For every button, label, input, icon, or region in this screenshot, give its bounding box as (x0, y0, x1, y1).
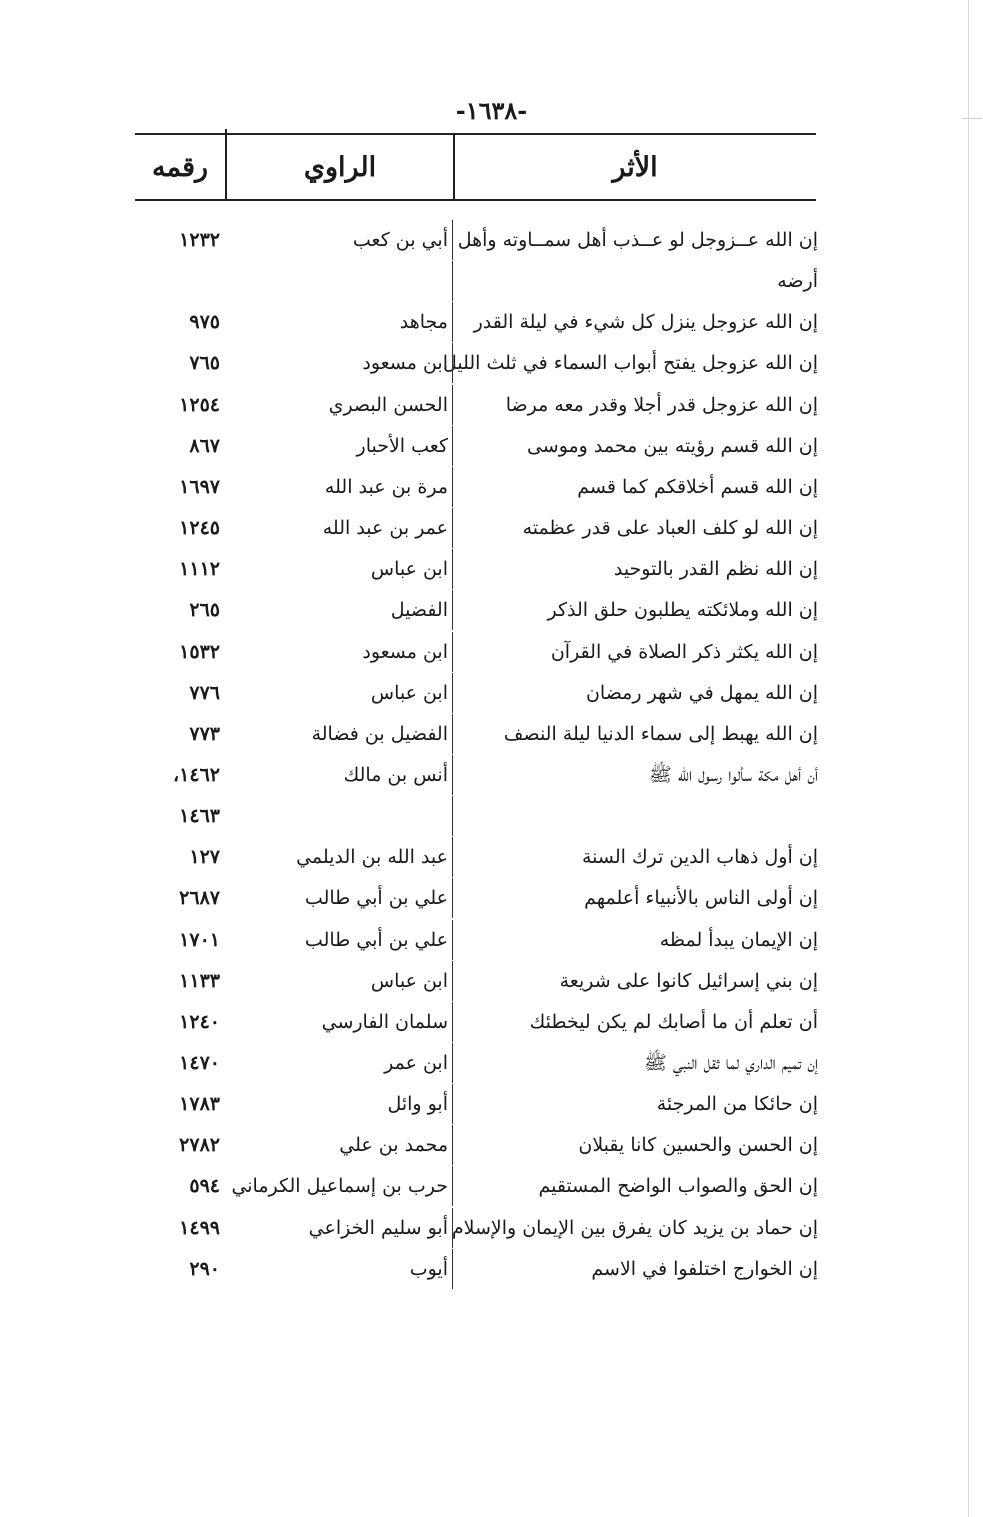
column-header-rawi: الراوي (303, 152, 377, 183)
athar-cell: إن الله قسم أخلاقكم كما قسم (577, 475, 818, 498)
athar-cell: إن الله لو كلف العباد على قدر عظمته (522, 517, 818, 540)
table-row (0, 220, 983, 260)
rawi-cell: كعب الأحبار (226, 426, 453, 466)
table-row (0, 508, 983, 548)
rawi-cell: علي بن أبي طالب (226, 878, 453, 918)
raqm-cell: ١٢٤٠ (179, 1010, 220, 1033)
rawi-cell (226, 796, 453, 836)
table-top-rule (135, 133, 816, 135)
column-header-raqm: رقمه (151, 152, 209, 183)
rawi-cell (226, 261, 453, 301)
table-row (0, 673, 983, 713)
raqm-cell: ٧٧٦ (189, 681, 220, 704)
rawi-cell: ابن عباس (226, 673, 453, 713)
raqm-cell: ١٤٦٣ (179, 805, 220, 828)
athar-cell: إن تميم الداري لما ثقل النبي ﷺ (643, 1052, 818, 1074)
raqm-cell: ١٢٤٥ (179, 517, 220, 540)
rawi-cell: ابن عمر (226, 1043, 453, 1083)
table-row (0, 385, 983, 425)
raqm-cell: ١٧٠١ (179, 928, 220, 951)
column-header-athar: الأثر (612, 152, 658, 183)
raqm-cell: ٩٧٥ (189, 311, 220, 334)
athar-cell: إن الحسن والحسين كانا يقبلان (578, 1134, 818, 1157)
table-row (0, 1084, 983, 1124)
athar-cell: إن الخوارج اختلفوا في الاسم (591, 1257, 818, 1280)
rawi-cell: ابن عباس (226, 961, 453, 1001)
raqm-cell: ١٧٨٣ (179, 1093, 220, 1116)
athar-cell: إن الحق والصواب الواضح المستقيم (538, 1175, 818, 1198)
rawi-cell: أنس بن مالك (226, 755, 453, 795)
rawi-cell: عمر بن عبد الله (226, 508, 453, 548)
table-row (0, 590, 983, 630)
table-row (0, 632, 983, 672)
rawi-cell: أبي بن كعب (226, 220, 453, 260)
table-row (0, 714, 983, 754)
athar-cell: إن حائكا من المرجئة (656, 1093, 818, 1116)
athar-cell: إن الله يهبط إلى سماء الدنيا ليلة النصف (503, 722, 818, 745)
raqm-cell: ٢٩٠ (189, 1257, 220, 1280)
table-row (0, 261, 983, 301)
raqm-cell: ١١١٢ (179, 558, 220, 581)
raqm-cell: ١٦٩٧ (179, 475, 220, 498)
rawi-cell: محمد بن علي (226, 1125, 453, 1165)
table-row (0, 467, 983, 507)
athar-cell: أرضه (777, 270, 818, 293)
table-row (0, 1125, 983, 1165)
athar-cell: إن الله عزوجل يفتح أبواب السماء في ثلث الليل (442, 352, 818, 375)
raqm-cell (140, 261, 220, 301)
table-row (0, 549, 983, 589)
raqm-cell: ٧٦٥ (189, 352, 220, 375)
raqm-cell: ١٢٥٤ (179, 393, 220, 416)
rawi-cell: الفضيل (226, 590, 453, 630)
athar-cell: إن الله عزوجل ينزل كل شيء في ليلة القدر (473, 311, 818, 334)
rawi-cell: أبو وائل (226, 1084, 453, 1124)
rawi-cell: حرب بن إسماعيل الكرماني (226, 1166, 453, 1206)
athar-cell (456, 796, 818, 836)
rawi-cell: الحسن البصري (226, 385, 453, 425)
table-row (0, 837, 983, 877)
table-row (0, 920, 983, 960)
rawi-cell: عبد الله بن الديلمي (226, 837, 453, 877)
table-row (0, 1043, 983, 1083)
rawi-cell: أبو سليم الخزاعي (226, 1208, 453, 1248)
rawi-cell: ابن عباس (226, 549, 453, 589)
table-row (0, 343, 983, 383)
raqm-cell: ٢٧٨٢ (179, 1134, 220, 1157)
raqm-cell: ٥٩٤ (189, 1175, 220, 1198)
athar-cell: أن أهل مكة سألوا رسول الله ﷺ (648, 763, 818, 786)
table-row (0, 426, 983, 466)
raqm-cell: ١٤٦٢، (173, 763, 220, 786)
raqm-cell: ١١٣٣ (179, 969, 220, 992)
athar-cell: إن بني إسرائيل كانوا على شريعة (559, 969, 818, 992)
rawi-cell: ابن مسعود (226, 632, 453, 672)
raqm-cell: ٧٧٣ (189, 722, 220, 745)
table-row (0, 755, 983, 795)
raqm-cell: ٢٦٨٧ (179, 887, 220, 910)
athar-cell: إن الله يمهل في شهر رمضان (585, 681, 818, 704)
rawi-cell: مجاهد (226, 302, 453, 342)
raqm-cell: ٨٦٧ (189, 434, 220, 457)
rawi-cell: علي بن أبي طالب (226, 920, 453, 960)
athar-cell: أن تعلم أن ما أصابك لم يكن ليخطئك (529, 1010, 818, 1033)
athar-cell: إن الله وملائكته يطلبون حلق الذكر (547, 599, 818, 622)
rawi-cell: ابن مسعود (226, 343, 453, 383)
page-number: -١٦٣٨- (455, 96, 528, 125)
rawi-cell: أيوب (226, 1249, 453, 1289)
raqm-cell: ١٤٩٩ (179, 1216, 220, 1239)
table-row (0, 1166, 983, 1206)
raqm-cell: ١٢٣٢ (179, 229, 220, 251)
rawi-cell: مرة بن عبد الله (226, 467, 453, 507)
athar-cell: إن الله نظم القدر بالتوحيد (613, 558, 818, 581)
table-header-rule (135, 199, 816, 201)
table-row (0, 1208, 983, 1248)
table-row (0, 1002, 983, 1042)
athar-cell: إن أول ذهاب الدين ترك السنة (581, 846, 818, 869)
table-row (0, 878, 983, 918)
rawi-cell: سلمان الفارسي (226, 1002, 453, 1042)
raqm-cell: ١٥٣٢ (179, 640, 220, 663)
table-row (0, 1249, 983, 1289)
raqm-cell: ١٤٧٠ (179, 1052, 220, 1074)
raqm-cell: ١٢٧ (189, 846, 220, 869)
athar-cell: إن الله قسم رؤيته بين محمد وموسى (526, 434, 818, 457)
rawi-cell: الفضيل بن فضالة (226, 714, 453, 754)
raqm-cell: ٢٦٥ (189, 599, 220, 622)
table-row (0, 961, 983, 1001)
athar-cell: إن الله عــزوجل لو عــذب أهل سمــاوته وأهل (457, 229, 818, 251)
athar-cell: إن الله عزوجل قدر أجلا وقدر معه مرضا (505, 393, 818, 416)
athar-cell: إن أولى الناس بالأنبياء أعلمهم (584, 887, 818, 910)
table-row (0, 796, 983, 836)
athar-cell: إن حماد بن يزيد كان يفرق بين الإيمان والإسلام (451, 1216, 818, 1239)
athar-cell: إن الله يكثر ذكر الصلاة في القرآن (550, 640, 818, 663)
athar-cell: إن الإيمان يبدأ لمظه (659, 928, 818, 951)
table-row (0, 302, 983, 342)
